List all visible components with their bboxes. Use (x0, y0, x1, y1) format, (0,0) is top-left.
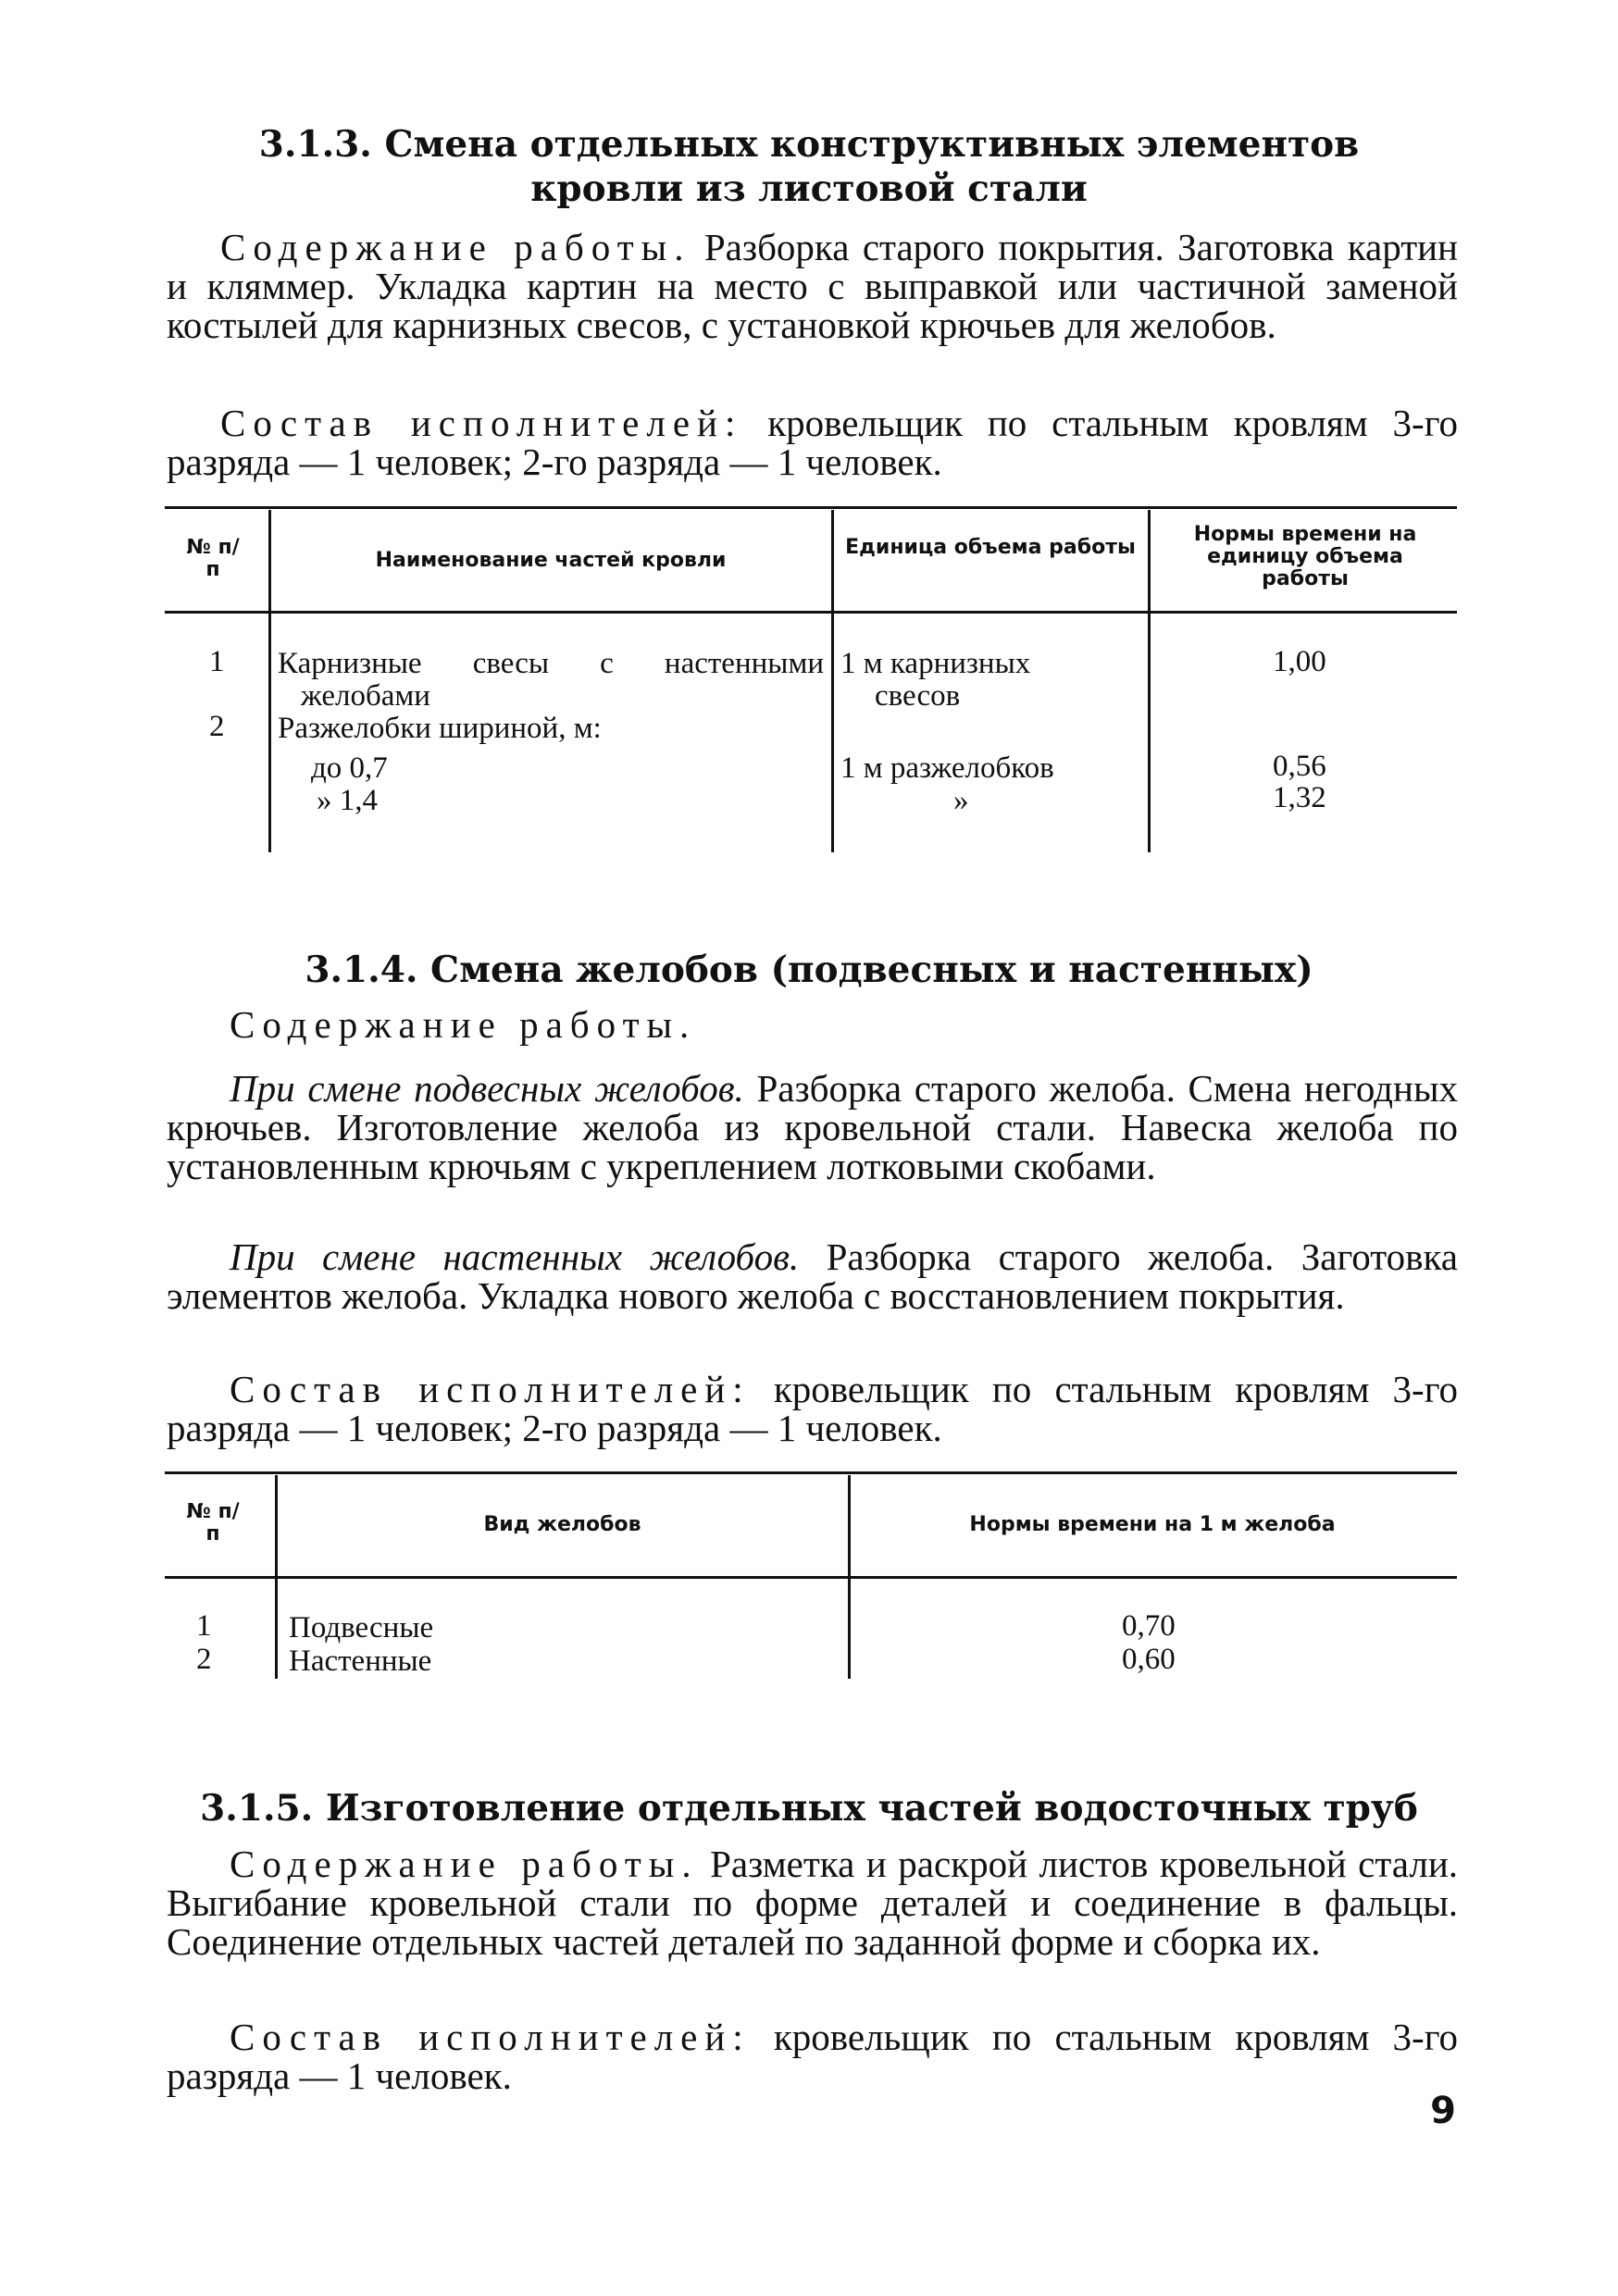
s313-content-label: Содержание работы. (220, 226, 691, 268)
table2-row2-type: Настенные (289, 1644, 432, 1678)
table2-header-rule (165, 1576, 1457, 1579)
s314-content-label-paragraph (167, 1005, 1458, 1044)
s314-p1-label: При смене подвесных желобов. (230, 1067, 744, 1110)
section-3-1-3-title-line2: кровли из листовой стали (530, 168, 1088, 210)
s315-staff-paragraph (167, 2017, 1458, 2095)
s314-staff-label: Состав исполнителей: (230, 1368, 751, 1410)
s315-staff-text: кровельщик по стальным кровлям 3-го разряда — 1 человек. (167, 2016, 1459, 2097)
table1-header-name: Наименование частей кровли (375, 549, 727, 572)
table2-header-type: Вид желобов (483, 1513, 641, 1536)
s313-content-paragraph (167, 228, 1458, 344)
table1-row1-unit: 1 м карнизных (840, 647, 1031, 680)
table1-header-rule (165, 611, 1457, 614)
table1-row1-num: 1 (209, 645, 225, 678)
table1-row2a-norm: 0,56 (1273, 750, 1326, 783)
s314-content-label: Содержание работы. (230, 1003, 697, 1046)
table2-row1-type: Подвесные (289, 1611, 434, 1644)
table1-top-rule (165, 506, 1457, 509)
table2-row2-norm: 0,60 (1122, 1643, 1176, 1676)
s314-p1 (167, 1069, 1458, 1185)
section-3-1-4-title: 3.1.4. Смена желобов (подвесных и настенных) (305, 949, 1313, 991)
table1-row1-name-cont: желобами (301, 679, 430, 713)
section-3-1-5-title: 3.1.5. Изготовление отдельных частей водосточных труб (200, 1787, 1418, 1830)
table1-divider-1 (268, 510, 271, 852)
s315-staff-label: Состав исполнителей: (230, 2016, 751, 2058)
table1-row2-name: Разжелобки шириной, м: (278, 712, 602, 745)
table2-header-norm: Нормы времени на 1 м желоба (969, 1513, 1336, 1536)
page-number: 9 (1430, 2090, 1456, 2132)
table1-row2b-norm: 1,32 (1273, 781, 1326, 814)
s315-content-label: Содержание работы. (230, 1843, 699, 1885)
s313-staff-text: кровельщик по стальным кровлям 3-го разряда — 1 человек; 2-го разряда — 1 человек. (167, 402, 1458, 483)
table1-row1-name: Карнизные свесы с настенными (278, 647, 824, 680)
table1-header-unit: Единица объема работы (845, 536, 1136, 559)
table1-row1-norm: 1,00 (1273, 645, 1326, 678)
table2-row2-num: 2 (196, 1643, 212, 1676)
table1-divider-2 (831, 510, 834, 852)
table2-divider-1 (275, 1475, 278, 1679)
table1-row2a-name: до 0,7 (311, 751, 388, 785)
table1-header-norm: Нормы времени на единицу объема работы (1193, 523, 1417, 590)
table2-divider-2 (848, 1475, 851, 1679)
s313-staff-paragraph (167, 403, 1458, 481)
table1-row2a-unit: 1 м разжелобков (840, 751, 1054, 785)
table1-row2b-name: » 1,4 (317, 784, 378, 817)
table2-row1-num: 1 (196, 1609, 212, 1643)
s314-p2-label: При смене настенных желобов. (230, 1235, 800, 1278)
s314-p1-text: Разборка старого желоба. Смена негодных крючьев. Изготовление желоба из кровельной стали. Навеска желоба по установленным крючьям с укреплением лотковыми скобами. (167, 1067, 1458, 1187)
table2-top-rule (165, 1471, 1457, 1474)
s315-content-text: Разметка и раскрой листов кровельной стали. Выгибание кровельной стали по форме деталей и соединение в фальцы. Соединение отдельных частей деталей по заданной форме и сборка их. (167, 1843, 1459, 1963)
table2-header-num: № п/п (186, 1500, 240, 1545)
table2-row1-norm: 0,70 (1122, 1609, 1176, 1643)
section-3-1-3-title-line1: 3.1.3. Смена отдельных конструктивных элементов (258, 123, 1360, 166)
s313-content-text: Разборка старого покрытия. Заготовка картин и кляммер. Укладка картин на место с выправкой или частичной заменой костылей для карнизных свесов, с установкой крючьев для желобов. (167, 226, 1458, 346)
s315-content-paragraph (167, 1844, 1458, 1961)
table1-row2b-unit: » (953, 784, 969, 817)
table1-row2-num: 2 (209, 710, 225, 743)
table1-divider-3 (1148, 510, 1151, 852)
table1-header-num: № п/п (186, 536, 240, 581)
s314-staff-text: кровельщик по стальным кровлям 3-го разряда — 1 человек; 2-го разряда — 1 человек. (167, 1368, 1459, 1449)
s314-p2-text: Разборка старого желоба. Заготовка элементов желоба. Укладка нового желоба с восстановлением покрытия. (167, 1235, 1458, 1317)
s313-staff-label: Состав исполнителей: (220, 402, 743, 444)
s314-p2 (167, 1237, 1458, 1315)
table1-row1-unit-cont: свесов (875, 679, 961, 713)
s314-staff-paragraph (167, 1370, 1458, 1447)
